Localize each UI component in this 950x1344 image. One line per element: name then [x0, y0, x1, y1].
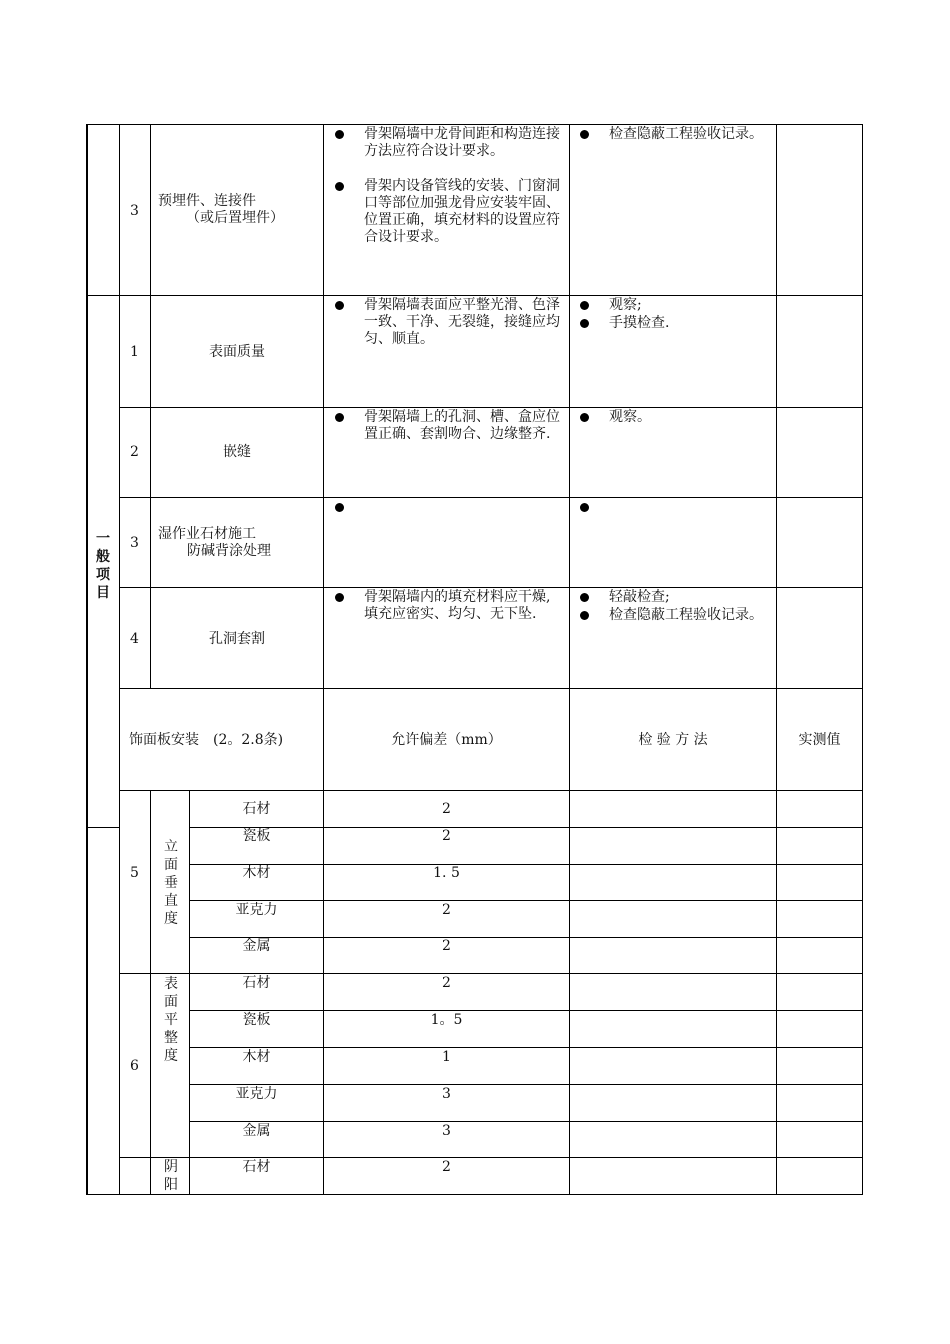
category-label: 一般项目 [96, 531, 110, 601]
table-border-bottom [86, 1194, 863, 1195]
material-name: 亚克力 [235, 902, 278, 918]
bullet-icon [580, 611, 589, 620]
method-text: 手摸检查. [609, 315, 670, 331]
grid-line [119, 790, 863, 791]
bullet-icon [580, 593, 589, 602]
tolerance-value: 2 [442, 1159, 451, 1175]
requirement-text: 骨架隔墙内的填充材料应干燥,填充应密实、均匀、无下坠. [364, 589, 551, 622]
row-number: 4 [130, 631, 139, 647]
table-border-right [862, 124, 863, 1195]
row-number: 3 [130, 203, 139, 219]
grid-line [189, 1084, 863, 1085]
material-name: 石材 [242, 1159, 271, 1175]
item-name: 湿作业石材施工 [158, 526, 256, 542]
method-text: 观察。 [609, 409, 651, 425]
requirement-text: 骨架隔墙中龙骨间距和构造连接方法应符合设计要求。 [364, 126, 560, 159]
bullet-icon [335, 301, 344, 310]
bullet-icon [580, 413, 589, 422]
bullet-icon [580, 130, 589, 139]
bullet-icon [580, 301, 589, 310]
method-header: 检 验 方 法 [638, 732, 708, 748]
bullet-icon [335, 503, 344, 512]
item-name: （或后置埋件） [186, 210, 284, 226]
material-name: 木材 [242, 865, 271, 881]
grid-line [119, 124, 120, 1195]
install-header: 饰面板安装 (2。2.8条) [129, 732, 284, 748]
grid-line [86, 827, 120, 828]
row-number: 3 [130, 535, 139, 551]
item-name: 预埋件、连接件 [158, 193, 256, 209]
material-name: 木材 [242, 1049, 271, 1065]
tolerance-value: 3 [442, 1086, 451, 1102]
grid-line [189, 1010, 863, 1011]
grid-line [189, 1047, 863, 1048]
sub-item-label: 立面垂直度 [164, 839, 178, 927]
grid-line [86, 124, 863, 125]
method-text: 检查隐蔽工程验收记录。 [609, 126, 763, 142]
method-text: 观察; [609, 297, 642, 313]
method-text: 轻敲检查; [609, 589, 670, 605]
bullet-icon [335, 593, 344, 602]
tolerance-value: 2 [442, 938, 451, 954]
row-number: 2 [130, 444, 139, 460]
sub-item-label: 表面平整度 [164, 976, 178, 1064]
grid-line [569, 124, 570, 1195]
grid-line [86, 295, 863, 296]
material-name: 瓷板 [242, 1012, 271, 1028]
item-name: 嵌缝 [223, 444, 251, 460]
method-text: 检查隐蔽工程验收记录。 [609, 607, 763, 623]
requirement-text: 骨架隔墙表面应平整光滑、色泽一致、干净、无裂缝，接缝应均匀、顺直。 [364, 297, 560, 347]
grid-line [150, 791, 151, 1195]
material-name: 金属 [242, 1123, 271, 1139]
tolerance-value: 1。5 [430, 1012, 463, 1028]
tolerance-value: 1. 5 [433, 865, 460, 881]
requirement-text: 骨架内设备管线的安装、门窗洞口等部位加强龙骨应安装牢固、位置正确，填充材料的设置应符合设计要求。 [364, 178, 560, 245]
sub-item-label: 阴阳 [164, 1159, 178, 1193]
requirement-text: 骨架隔墙上的孔洞、槽、盒应位置正确、套割吻合、边缘整齐. [364, 409, 560, 442]
bullet-icon [335, 182, 344, 191]
material-name: 瓷板 [242, 828, 271, 844]
grid-line [119, 497, 863, 498]
row-number: 5 [130, 865, 139, 881]
grid-line [323, 124, 324, 1195]
tolerance-value: 3 [442, 1123, 451, 1139]
grid-line [189, 900, 863, 901]
grid-line [119, 587, 863, 588]
row-number: 1 [130, 344, 139, 360]
material-name: 石材 [242, 975, 271, 991]
material-name: 石材 [242, 801, 271, 817]
grid-line [776, 124, 777, 1195]
measured-header: 实测值 [798, 732, 841, 748]
tolerance-value: 1 [442, 1049, 451, 1065]
grid-line [119, 1157, 863, 1158]
item-name: 防碱背涂处理 [187, 543, 271, 559]
row-number: 6 [130, 1058, 139, 1074]
bullet-icon [335, 413, 344, 422]
grid-line [189, 1121, 863, 1122]
tolerance-value: 2 [442, 902, 451, 918]
item-name: 孔洞套割 [209, 631, 265, 647]
grid-line [119, 688, 863, 689]
table-border-left [86, 124, 88, 1195]
grid-line [119, 407, 863, 408]
material-name: 金属 [242, 938, 271, 954]
grid-line [119, 973, 863, 974]
tolerance-value: 2 [442, 801, 451, 817]
tolerance-value: 2 [442, 828, 451, 844]
bullet-icon [580, 319, 589, 328]
bullet-icon [580, 503, 589, 512]
bullet-icon [335, 130, 344, 139]
tolerance-value: 2 [442, 975, 451, 991]
tolerance-header: 允许偏差（mm） [391, 732, 502, 748]
material-name: 亚克力 [235, 1086, 278, 1102]
item-name: 表面质量 [209, 344, 265, 360]
